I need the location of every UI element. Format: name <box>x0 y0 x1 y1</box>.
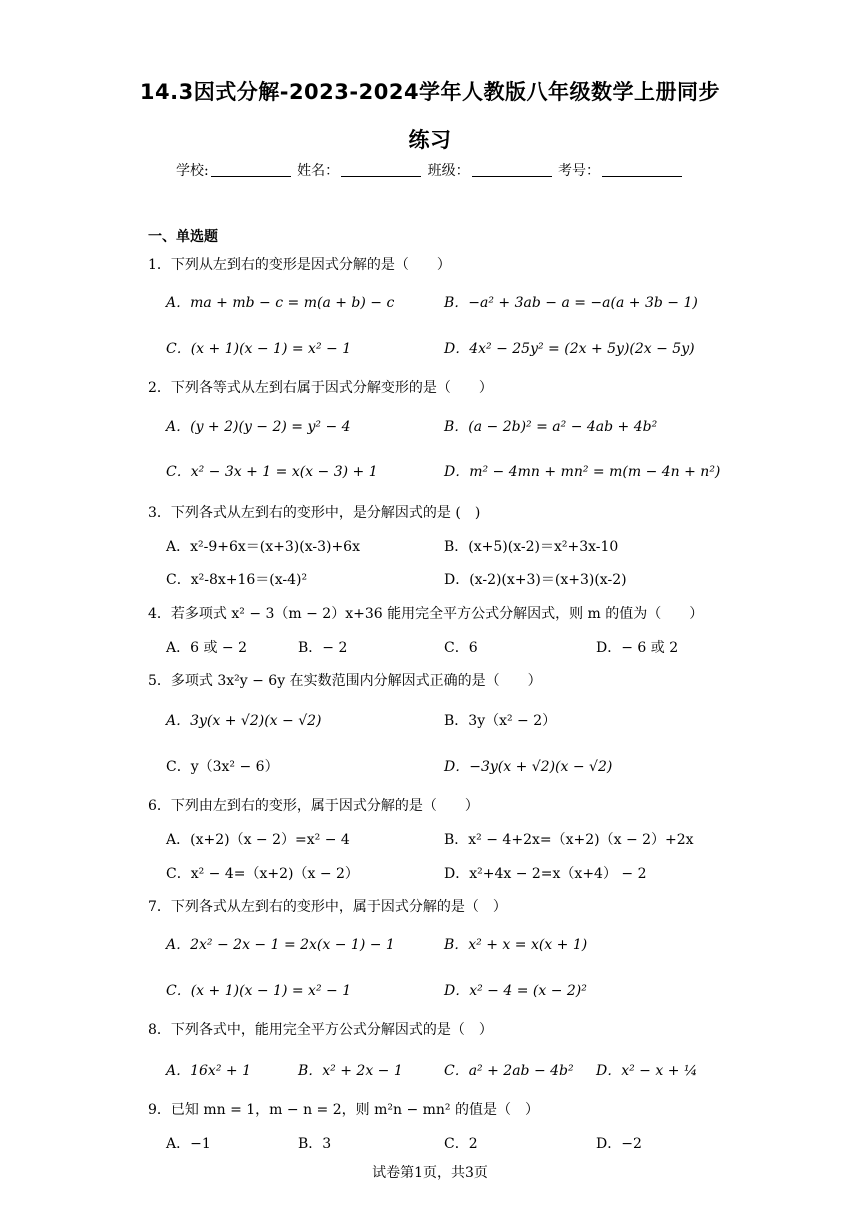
q5-option-c[interactable]: C．y（3x² − 6） <box>166 759 279 775</box>
question-5-stem: 5．多项式 3x²y − 6y 在实数范围内分解因式正确的是（ ） <box>148 673 542 689</box>
q1-option-b[interactable]: B．−a² + 3ab − a = −a(a + 3b − 1) <box>444 295 698 311</box>
q4-option-d[interactable]: D．− 6 或 2 <box>596 640 679 656</box>
q1-option-d[interactable]: D．4x² − 25y² = (2x + 5y)(2x − 5y) <box>444 341 695 357</box>
q4-option-c[interactable]: C．6 <box>444 640 478 656</box>
class-label: 班级： <box>427 163 470 179</box>
q8-option-c[interactable]: C．a² + 2ab − 4b² <box>444 1063 574 1079</box>
page-title-line2: 练习 <box>408 128 452 152</box>
q5-option-d[interactable]: D．−3y(x + √2)(x − √2) <box>444 759 613 775</box>
page-title-line1: 14.3因式分解-2023-2024学年人教版八年级数学上册同步 <box>139 80 721 104</box>
q5-option-b[interactable]: B．3y（x² − 2） <box>444 713 557 729</box>
school-blank[interactable] <box>211 176 291 177</box>
number-blank[interactable] <box>602 176 682 177</box>
question-2-stem: 2．下列各等式从左到右属于因式分解变形的是（ ） <box>148 380 493 396</box>
student-info-row <box>0 160 860 180</box>
q2-option-a[interactable]: A．(y + 2)(y − 2) = y² − 4 <box>166 419 351 435</box>
question-4-stem: 4．若多项式 x² − 3（m − 2）x+36 能用完全平方公式分解因式，则 m 的值为（ ） <box>148 606 704 622</box>
q7-option-b[interactable]: B．x² + x = x(x + 1) <box>444 937 588 953</box>
q7-option-a[interactable]: A．2x² − 2x − 1 = 2x(x − 1) − 1 <box>166 937 395 953</box>
q6-option-a[interactable]: A．(x+2)（x − 2）=x² − 4 <box>166 832 350 848</box>
number-label: 考号： <box>558 163 601 179</box>
q9-option-d[interactable]: D．−2 <box>596 1136 642 1152</box>
school-label: 学校: <box>175 163 209 179</box>
class-blank[interactable] <box>472 176 552 177</box>
question-9-stem: 9．已知 mn = 1，m − n = 2，则 m²n − mn² 的值是（ ） <box>148 1102 539 1118</box>
q1-option-c[interactable]: C．(x + 1)(x − 1) = x² − 1 <box>166 341 352 357</box>
q6-option-b[interactable]: B．x² − 4+2x=（x+2)（x − 2）+2x <box>444 832 694 848</box>
q8-option-d[interactable]: D．x² − x + ¼ <box>596 1063 698 1079</box>
q1-option-a[interactable]: A．ma + mb − c = m(a + b) − c <box>166 295 395 311</box>
q3-option-a[interactable]: A．x²-9+6x＝(x+3)(x-3)+6x <box>166 539 360 555</box>
q6-option-d[interactable]: D．x²+4x − 2=x（x+4） − 2 <box>444 866 647 882</box>
question-3-stem: 3．下列各式从左到右的变形中，是分解因式的是 ( ) <box>148 505 481 521</box>
q9-option-c[interactable]: C．2 <box>444 1136 478 1152</box>
q4-option-a[interactable]: A．6 或 − 2 <box>166 640 248 656</box>
q2-option-d[interactable]: D．m² − 4mn + mn² = m(m − 4n + n²) <box>444 464 721 480</box>
q8-option-b[interactable]: B．x² + 2x − 1 <box>298 1063 403 1079</box>
q2-option-c[interactable]: C．x² − 3x + 1 = x(x − 3) + 1 <box>166 464 378 480</box>
question-8-stem: 8．下列各式中，能用完全平方公式分解因式的是（ ） <box>148 1022 493 1038</box>
name-blank[interactable] <box>341 176 421 177</box>
question-6-stem: 6．下列由左到右的变形，属于因式分解的是（ ） <box>148 798 479 814</box>
q4-option-b[interactable]: B．− 2 <box>298 640 348 656</box>
question-7-stem: 7．下列各式从左到右的变形中，属于因式分解的是（ ） <box>148 899 507 915</box>
q8-option-a[interactable]: A．16x² + 1 <box>166 1063 251 1079</box>
section-heading: 一、单选题 <box>148 229 218 245</box>
page-footer: 试卷第1页，共3页 <box>372 1165 488 1181</box>
q3-option-b[interactable]: B．(x+5)(x-2)＝x²+3x-10 <box>444 539 619 555</box>
question-1-stem: 1．下列从左到右的变形是因式分解的是（ ） <box>148 257 451 273</box>
q7-option-d[interactable]: D．x² − 4 = (x − 2)² <box>444 983 587 999</box>
q5-option-a[interactable]: A．3y(x + √2)(x − √2) <box>166 713 322 729</box>
q7-option-c[interactable]: C．(x + 1)(x − 1) = x² − 1 <box>166 983 352 999</box>
q3-option-d[interactable]: D．(x-2)(x+3)＝(x+3)(x-2) <box>444 572 627 588</box>
q6-option-c[interactable]: C．x² − 4=（x+2)（x − 2） <box>166 866 359 882</box>
q3-option-c[interactable]: C．x²-8x+16＝(x-4)² <box>166 572 308 588</box>
q2-option-b[interactable]: B．(a − 2b)² = a² − 4ab + 4b² <box>444 419 658 435</box>
name-label: 姓名： <box>297 163 340 179</box>
q9-option-a[interactable]: A．−1 <box>166 1136 211 1152</box>
q9-option-b[interactable]: B．3 <box>298 1136 332 1152</box>
